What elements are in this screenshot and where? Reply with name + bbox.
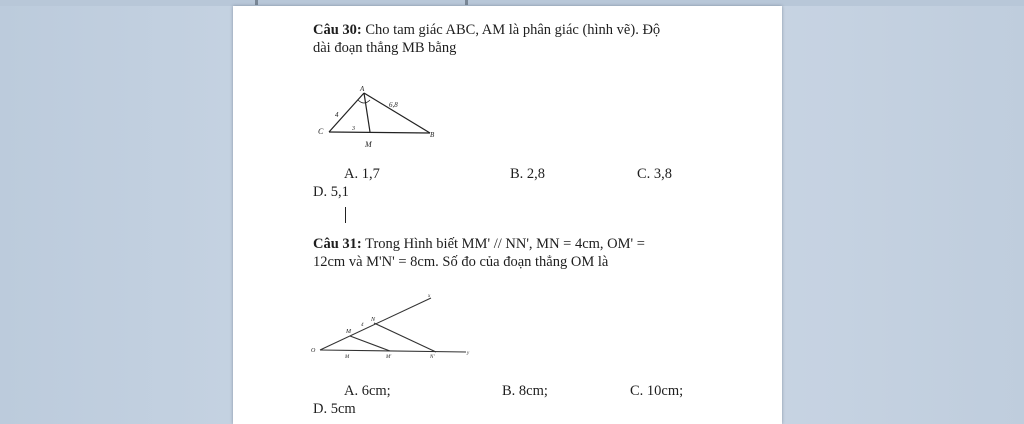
q30-number: Câu 30: <box>313 22 362 38</box>
side-ab <box>364 93 430 133</box>
label-n: N <box>371 317 376 323</box>
label-m-prime-o: M <box>345 355 350 360</box>
ruler-tick <box>255 0 258 5</box>
q30-text-line1: Cho tam giác ABC, AM là phân giác (hình vẽ). Độ <box>365 22 661 38</box>
label-m: M <box>346 329 351 335</box>
label-m: M <box>365 140 372 149</box>
label-a: A <box>360 85 365 93</box>
q31-option-b[interactable]: B. 8cm; <box>502 383 548 399</box>
q30-triangle-figure <box>312 86 442 156</box>
label-m-prime: M' <box>386 355 392 360</box>
text-cursor <box>345 207 346 223</box>
q30-option-c[interactable]: C. 3,8 <box>637 166 673 182</box>
label-ac: 4 <box>335 111 339 119</box>
q31-option-a[interactable]: A. 6cm; <box>344 383 391 399</box>
ray-oy <box>320 350 466 352</box>
bisector-am <box>364 93 370 132</box>
q31-text-line2: 12cm và M'N' = 8cm. Số đo của đoạn thẳng OM là <box>313 254 609 270</box>
angle-arc <box>358 100 370 103</box>
q31-option-c[interactable]: C. 10cm; <box>630 383 684 399</box>
side-cb <box>329 132 430 133</box>
q31-line1 <box>313 236 645 253</box>
label-b: B <box>430 131 435 139</box>
ruler-tick <box>465 0 468 5</box>
q31-text-line1: Trong Hình biết MM' // NN', MN = 4cm, OM' = <box>365 236 645 252</box>
q31-parallel-lines-figure <box>308 292 478 367</box>
q30-option-b[interactable]: B. 2,8 <box>510 166 546 182</box>
q30-text-line2: dài đoạn thẳng MB bằng <box>313 40 457 56</box>
label-mn: 4 <box>361 323 364 328</box>
label-y: y <box>467 351 470 356</box>
q30-option-d[interactable]: D. 5,1 <box>313 184 349 200</box>
segment-mm-prime <box>350 336 390 351</box>
label-c: C <box>318 127 324 136</box>
label-x: x <box>428 294 431 299</box>
q30-line1 <box>313 22 660 39</box>
label-cm: 3 <box>352 126 355 132</box>
label-ab: 6,8 <box>389 101 398 109</box>
label-n-prime: N' <box>430 355 435 360</box>
q31-option-d[interactable]: D. 5cm <box>313 401 356 417</box>
q31-number: Câu 31: <box>313 236 362 252</box>
q30-option-a[interactable]: A. 1,7 <box>344 166 380 182</box>
segment-nn-prime <box>374 323 436 352</box>
label-o: O <box>311 348 316 354</box>
